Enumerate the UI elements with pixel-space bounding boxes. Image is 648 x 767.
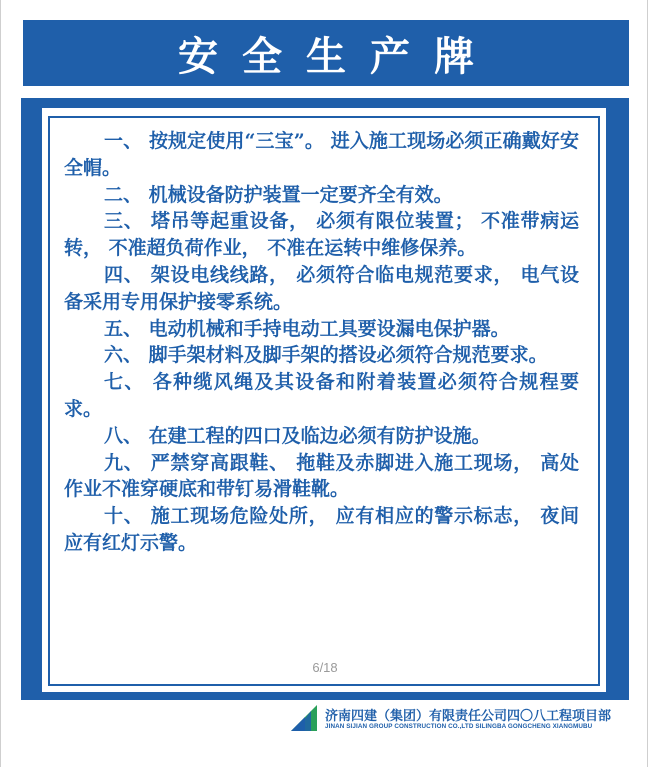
rule-item: 三、 塔吊等起重设备， 必须有限位装置； 不准带病运转， 不准超负荷作业， 不准在运转中维修保养。 xyxy=(64,210,579,260)
rule-item: 一、 按规定使用“三宝”。 进入施工现场必须正确戴好安全帽。 xyxy=(64,130,579,179)
company-name-en: JINAN SIJIAN GROUP CONSTRUCTION CO.,LTD SILINGBA GONGCHENG XIANGMUBU xyxy=(325,723,593,730)
title-banner xyxy=(23,20,629,86)
rule-item: 八、 在建工程的四口及临边必须有防护设施。 xyxy=(104,424,491,447)
rule-item: 二、 机械设备防护装置一定要齐全有效。 xyxy=(104,183,453,206)
rule-item: 五、 电动机械和手持电动工具要设漏电保护器。 xyxy=(104,317,510,340)
rule-item: 九、 严禁穿高跟鞋、 拖鞋及赤脚进入施工现场， 高处作业不准穿硬底和带钉易滑鞋靴。 xyxy=(64,451,579,501)
footer-branding xyxy=(291,705,631,735)
rule-item: 七、 各种缆风绳及其设备和附着装置必须符合规程要求。 xyxy=(64,371,579,420)
page-counter: 6/18 xyxy=(312,660,338,675)
rule-item: 四、 架设电线线路， 必须符合临电规范要求， 电气设备采用专用保护接零系统。 xyxy=(64,263,579,313)
company-name-cn: 济南四建（集团）有限责任公司四〇八工程项目部 xyxy=(325,709,612,724)
rule-item: 十、 施工现场危险处所， 应有相应的警示标志， 夜间应有红灯示警。 xyxy=(64,505,579,554)
rules-list xyxy=(64,128,579,557)
rule-item: 六、 脚手架材料及脚手架的搭设必须符合规范要求。 xyxy=(104,344,548,367)
page-title: 安全生产牌 xyxy=(178,33,498,80)
company-logo-icon xyxy=(291,705,317,731)
